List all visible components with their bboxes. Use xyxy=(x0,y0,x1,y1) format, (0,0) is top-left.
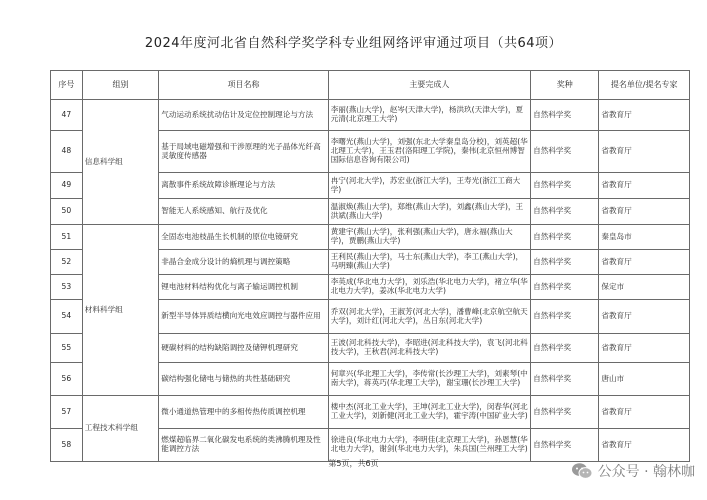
main-contributors: 李曙光(燕山大学)，刘强(东北大学秦皇岛分校)，刘英超(华北理工大学)，王玉君(洛阳理工学院)，秦伟(北京恒州博智国际信息咨询有限公司) xyxy=(328,131,530,173)
group-name: 工程技术科学组 xyxy=(82,396,158,462)
row-no: 50 xyxy=(51,199,83,225)
page-number: 第5页，共6页 xyxy=(328,459,379,468)
project-name: 智能无人系统感知、航行及优化 xyxy=(159,199,328,225)
main-contributors: 冉宁(河北大学)，苏宏业(浙江大学)，王寿光(浙江工商大学) xyxy=(328,173,530,199)
award-type: 自然科学奖 xyxy=(531,199,599,225)
main-contributors: 王利民(燕山大学)，马士东(燕山大学)，李工(燕山大学)，马明臻(燕山大学) xyxy=(328,250,530,275)
table-row xyxy=(51,100,690,131)
award-type: 自然科学奖 xyxy=(531,334,599,363)
nominator: 省教育厅 xyxy=(599,199,690,225)
table-row xyxy=(51,225,690,250)
main-contributors: 黄建宇(燕山大学)，张利强(燕山大学)，唐永福(燕山大学)，贾鹏(燕山大学) xyxy=(328,225,530,250)
main-contributors: 李英成(华北电力大学)，刘乐浩(华北电力大学)，褚立华(华北电力大学)，姜冰(华北电力大学) xyxy=(328,275,530,300)
nominator: 省教育厅 xyxy=(599,396,690,429)
project-name: 燃煤超临界二氧化碳发电系统的类沸腾机理及性能调控方法 xyxy=(159,429,328,462)
main-contributors: 王波(河北科技大学)，李昭进(河北科技大学)，袁飞(河北科技大学)，王秋君(河北科技大学) xyxy=(328,334,530,363)
main-contributors: 温淑焕(燕山大学)，郑维(燕山大学)，刘鑫(燕山大学)，王洪斌(燕山大学) xyxy=(328,199,530,225)
award-type: 自然科学奖 xyxy=(531,429,599,462)
main-contributors: 何章兴(华北理工大学)，李传常(长沙理工大学)，刘素琴(中南大学)，蒋英巧(华北理工大学)，谢宝珊(长沙理工大学) xyxy=(328,363,530,396)
award-type: 自然科学奖 xyxy=(531,275,599,300)
project-name: 气动运动系统扰动估计及定位控制理论与方法 xyxy=(159,100,328,131)
row-no: 53 xyxy=(51,275,83,300)
award-type: 自然科学奖 xyxy=(531,363,599,396)
row-no: 48 xyxy=(51,131,83,173)
award-type: 自然科学奖 xyxy=(531,300,599,334)
project-name: 离散事件系统故障诊断理论与方法 xyxy=(159,173,328,199)
watermark xyxy=(571,461,695,481)
row-no: 51 xyxy=(51,225,83,250)
nominator: 省教育厅 xyxy=(599,250,690,275)
watermark-text: 公众号 · 翰林咖 xyxy=(597,464,695,480)
award-type: 自然科学奖 xyxy=(531,250,599,275)
nominator: 省教育厅 xyxy=(599,334,690,363)
row-no: 54 xyxy=(51,300,83,334)
award-type: 自然科学奖 xyxy=(531,131,599,173)
row-no: 52 xyxy=(51,250,83,275)
header-people: 主要完成人 xyxy=(328,71,530,100)
project-name: 微小通道热管理中的多相传热传质调控机理 xyxy=(159,396,328,429)
nominator: 保定市 xyxy=(599,275,690,300)
table-header-row xyxy=(51,71,690,100)
award-type: 自然科学奖 xyxy=(531,225,599,250)
award-type: 自然科学奖 xyxy=(531,100,599,131)
row-no: 56 xyxy=(51,363,83,396)
nominator: 省教育厅 xyxy=(599,131,690,173)
award-type: 自然科学奖 xyxy=(531,173,599,199)
row-no: 55 xyxy=(51,334,83,363)
nominator: 唐山市 xyxy=(599,363,690,396)
nominator: 省教育厅 xyxy=(599,300,690,334)
header-nominator: 提名单位/提名专家 xyxy=(599,71,690,100)
row-no: 49 xyxy=(51,173,83,199)
header-award-type: 奖种 xyxy=(531,71,599,100)
table-row xyxy=(51,396,690,429)
project-name: 全固态电池枝晶生长机制的原位电镜研究 xyxy=(159,225,328,250)
project-name: 非晶合金成分设计的熵机理与调控策略 xyxy=(159,250,328,275)
project-name: 硬碳材料的结构缺陷调控及储钾机理研究 xyxy=(159,334,328,363)
main-contributors: 楼中杰(河北工业大学)，王坤(河北工业大学)，闵春华(河北工业大学)，刘新健(河北工业大学)，霍宇涛(中国矿业大学) xyxy=(328,396,530,429)
main-contributors: 李丽(燕山大学)，赵岑(天津大学)，杨洪玖(天津大学)，夏元清(北京理工大学) xyxy=(328,100,530,131)
nominator: 省教育厅 xyxy=(599,100,690,131)
project-name: 碳结构强化储电与储热的共性基础研究 xyxy=(159,363,328,396)
project-name: 锂电池材料结构优化与离子输运调控机制 xyxy=(159,275,328,300)
page-title: 2024年度河北省自然科学奖学科专业组网络评审通过项目（共64项） xyxy=(144,36,563,51)
project-name: 基于局域电磁增强和干涉原理的光子晶体光纤高灵敏度传感器 xyxy=(159,131,328,173)
project-table xyxy=(50,70,690,462)
nominator: 省教育厅 xyxy=(599,173,690,199)
group-name: 信息科学组 xyxy=(82,100,158,225)
row-no: 57 xyxy=(51,396,83,429)
row-no: 58 xyxy=(51,429,83,462)
main-contributors: 徐进良(华北电力大学)，李明佳(北京理工大学)，孙恩慧(华北电力大学)，谢剑(华北电力大学)，朱兵国(兰州理工大学) xyxy=(328,429,530,462)
project-name: 新型半导体异质结横向光电效应调控与器件应用 xyxy=(159,300,328,334)
group-name: 材料科学组 xyxy=(82,225,158,396)
header-group: 组别 xyxy=(82,71,158,100)
award-type: 自然科学奖 xyxy=(531,396,599,429)
nominator: 省教育厅 xyxy=(599,429,690,462)
header-no: 序号 xyxy=(51,71,83,100)
row-no: 47 xyxy=(51,100,83,131)
nominator: 秦皇岛市 xyxy=(599,225,690,250)
wechat-icon xyxy=(571,462,593,480)
main-contributors: 乔双(河北大学)，王淑芳(河北大学)，潘曹峰(北京航空航天大学)，刘计红(河北大学)，丛日东(河北大学) xyxy=(328,300,530,334)
header-project-name: 项目名称 xyxy=(159,71,328,100)
